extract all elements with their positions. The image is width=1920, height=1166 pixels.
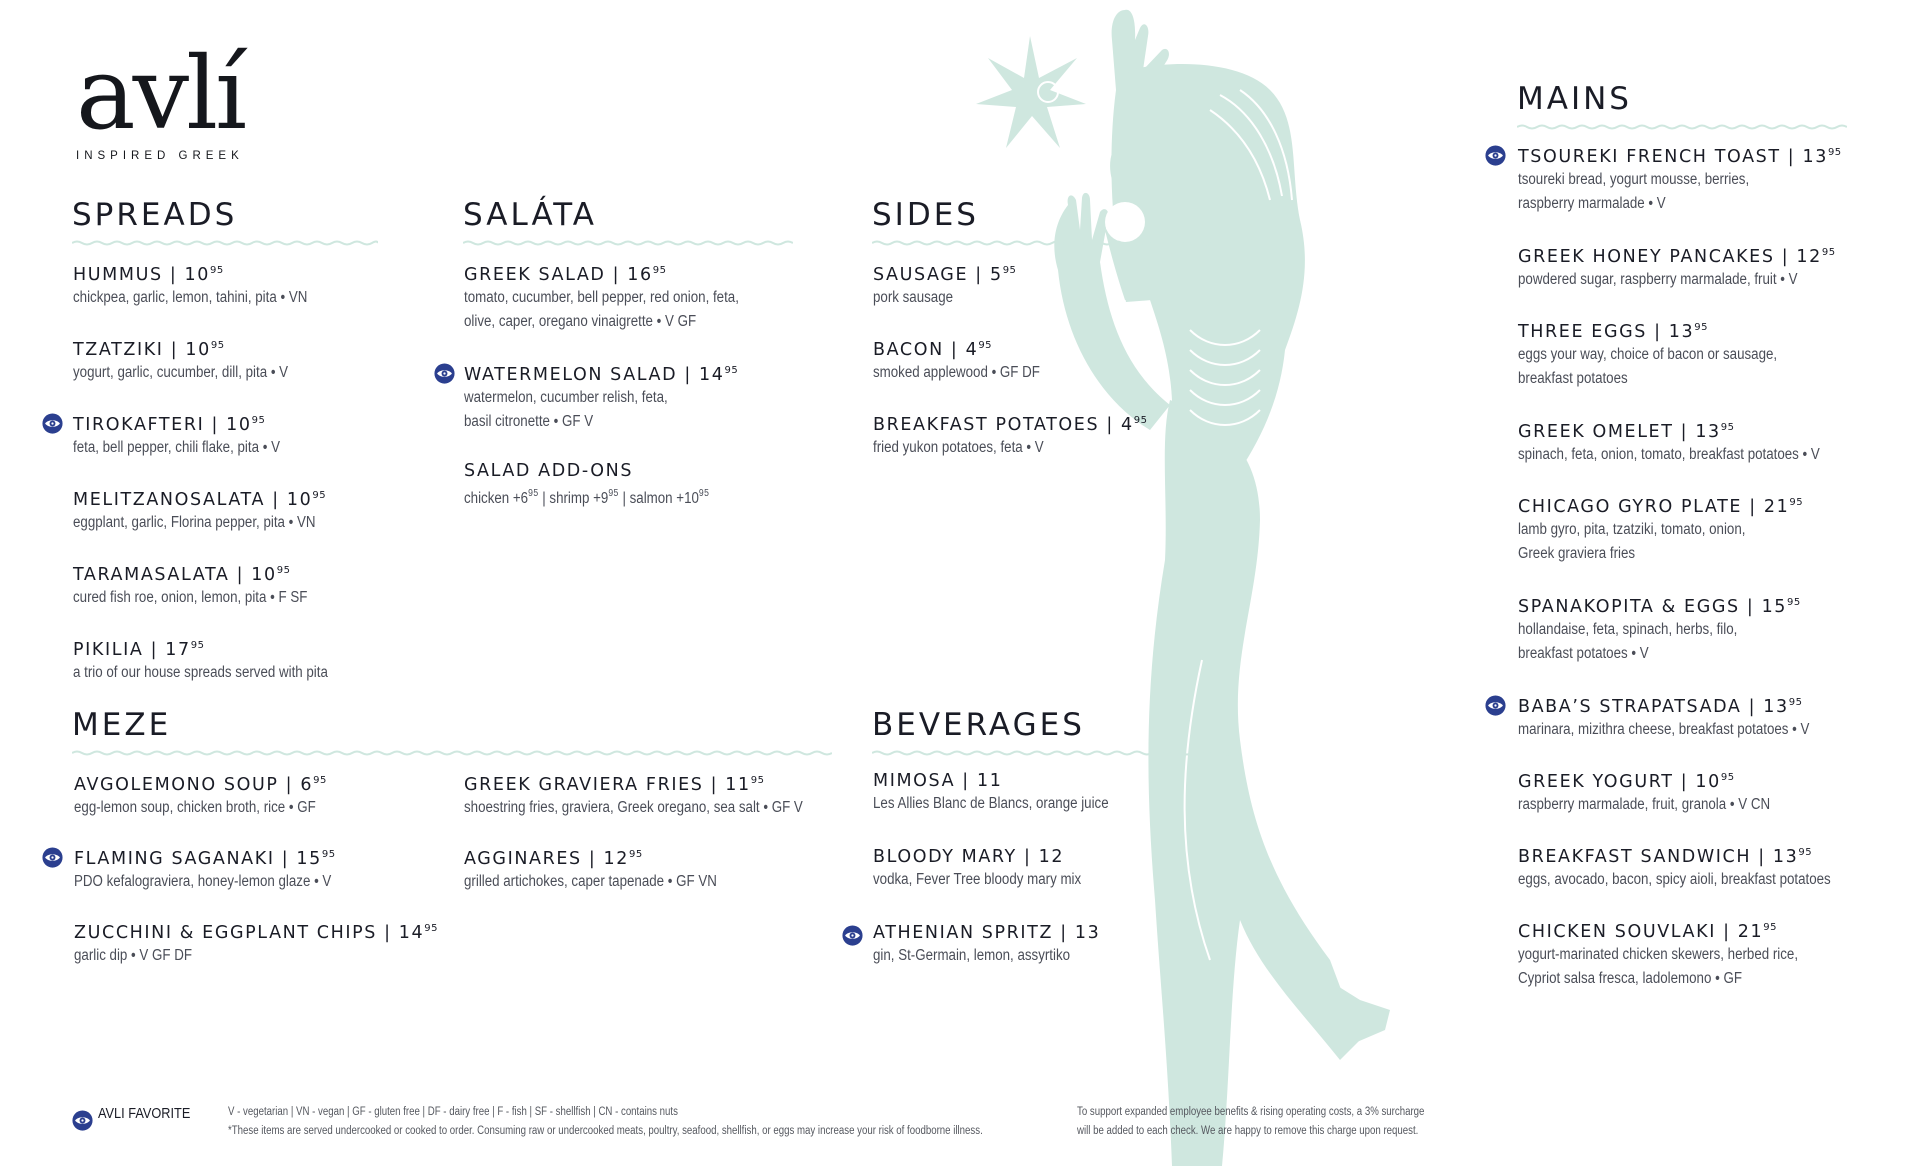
item-price-cents: 95 [276, 565, 291, 576]
item-price-cents: 95 [1720, 772, 1735, 783]
menu-item-greek-salad [464, 260, 784, 334]
menu-item-avgolemono-soup [74, 770, 355, 820]
item-name: FLAMING SAGANAKI | 15 [74, 849, 322, 869]
item-description: egg-lemon soup, chicken broth, rice • GF [74, 799, 316, 816]
section-divider [463, 240, 793, 246]
item-price-cents: 95 [424, 923, 439, 934]
item-price-cents: 95 [1789, 497, 1804, 508]
item-price-cents: 95 [1133, 415, 1148, 426]
item-description: hollandaise, feta, spinach, herbs, filo, [1518, 621, 1738, 638]
menu-item-hummus [73, 260, 346, 310]
item-description: feta, bell pepper, chili flake, pita • V [73, 439, 280, 456]
item-price-cents: 95 [1788, 697, 1803, 708]
item-description-line2: raspberry marmalade • V [1518, 195, 1666, 212]
avli-favorite-eye-icon [1485, 695, 1506, 716]
section-divider [872, 240, 1212, 246]
menu-item-sausage [873, 260, 1016, 310]
item-name: GREEK YOGURT | 10 [1518, 772, 1721, 792]
menu-item-greek-honey-pancakes [1518, 242, 1843, 292]
item-name: TIROKAFTERI | 10 [73, 415, 252, 435]
item-description: shoestring fries, graviera, Greek oregano, sea salt • GF V [464, 799, 803, 816]
item-price-cents: 95 [1002, 265, 1017, 276]
item-name: TARAMASALATA | 10 [73, 565, 277, 585]
menu-item-tsoureki-french-toast [1518, 142, 1842, 216]
item-description: raspberry marmalade, fruit, granola • V CN [1518, 796, 1771, 813]
item-name: SPANAKOPITA & EGGS | 15 [1518, 597, 1788, 617]
menu-item-breakfast-sandwich [1518, 842, 1882, 892]
item-name: THREE EGGS | 13 [1518, 322, 1695, 342]
item-description-line2: breakfast potatoes • V [1518, 645, 1649, 662]
item-name: GREEK SALAD | 16 [464, 265, 653, 285]
item-price-cents: 95 [978, 340, 993, 351]
favorite-legend-label: AVLI FAVORITE [98, 1105, 191, 1122]
section-divider [72, 240, 378, 246]
item-price-cents: 95 [724, 365, 739, 376]
menu-item-zucchini-eggplant-chips [74, 918, 438, 968]
item-name: CHICKEN SOUVLAKI | 21 [1518, 922, 1764, 942]
section-title: BEVERAGES [872, 707, 1085, 743]
item-price-cents: 95 [313, 775, 327, 786]
item-name: HUMMUS | 10 [73, 265, 210, 285]
item-description: yogurt, garlic, cucumber, dill, pita • V [73, 364, 289, 381]
item-description: chickpea, garlic, lemon, tahini, pita • VN [73, 289, 308, 306]
avli-favorite-eye-icon [42, 847, 63, 868]
item-name: GREEK HONEY PANCAKES | 12 [1518, 247, 1822, 267]
menu-item-taramasalata [73, 560, 346, 610]
menu-item-greek-yogurt [1518, 767, 1811, 817]
surcharge-note-line1: To support expanded employee benefits & rising operating costs, a 3% surcharge [1077, 1106, 1425, 1118]
item-price-cents: 95 [312, 490, 327, 501]
menu-item-pikilia [73, 635, 369, 685]
item-description-line2: olive, caper, oregano vinaigrette • V GF [464, 313, 697, 330]
section-beverages [872, 708, 1232, 756]
item-description: marinara, mizithra cheese, breakfast potatoes • V [1518, 721, 1810, 738]
item-description: eggs your way, choice of bacon or sausage, [1518, 346, 1778, 363]
item-price-cents: 95 [1720, 422, 1735, 433]
item-price-cents: 95 [1821, 247, 1836, 258]
menu-item-breakfast-potatoes [873, 410, 1147, 460]
item-description-line2: Cypriot salsa fresca, ladolemono • GF [1518, 970, 1742, 987]
brand-tagline: INSPIRED GREEK [76, 150, 244, 162]
section-title: SALÁTA [463, 197, 597, 233]
menu-item-babas-strapatsada [1518, 692, 1857, 742]
section-meze [72, 708, 832, 756]
item-description: pork sausage [873, 289, 954, 306]
item-name: SALAD ADD-ONS [464, 461, 634, 481]
avli-favorite-eye-icon [42, 413, 63, 434]
menu-item-chicken-souvlaki [1518, 917, 1844, 991]
item-price-cents: 95 [1694, 322, 1708, 333]
item-price-cents: 95 [1763, 922, 1777, 933]
section-divider [872, 750, 1232, 756]
item-description-line2: basil citronette • GF V [464, 413, 594, 430]
item-name: BACON | 4 [873, 340, 979, 360]
item-description: garlic dip • V GF DF [74, 947, 193, 964]
item-description: cured fish roe, onion, lemon, pita • F SF [73, 589, 308, 606]
item-name: BABA’S STRAPATSADA | 13 [1518, 697, 1789, 717]
section-title: MEZE [72, 707, 172, 743]
item-description: watermelon, cucumber relish, feta, [464, 389, 668, 406]
section-title: MAINS [1517, 81, 1632, 117]
menu-item-tirokafteri [73, 410, 314, 460]
menu-item-three-eggs [1518, 317, 1819, 391]
item-price-cents: 95 [209, 265, 224, 276]
item-name: BLOODY MARY | 12 [873, 847, 1065, 867]
menu-item-mimosa [873, 770, 1147, 816]
menu-item-melitzanosalata [73, 485, 355, 535]
menu-item-salad-addons [464, 460, 749, 511]
section-salata [463, 198, 793, 246]
section-title: SIDES [872, 197, 979, 233]
item-description: PDO kefalograviera, honey-lemon glaze • V [74, 873, 332, 890]
avli-favorite-eye-icon [1485, 145, 1506, 166]
item-description: tsoureki bread, yogurt mousse, berries, [1518, 171, 1750, 188]
item-price-cents: 95 [251, 415, 266, 426]
item-description-line2: Greek graviera fries [1518, 545, 1636, 562]
item-name: TSOUREKI FRENCH TOAST | 13 [1518, 147, 1828, 167]
item-description: vodka, Fever Tree bloody mary mix [873, 871, 1082, 888]
item-price-cents: 95 [210, 340, 225, 351]
item-description: grilled artichokes, caper tapenade • GF VN [464, 873, 717, 890]
brand-logo [76, 35, 286, 162]
item-description: a trio of our house spreads served with pita [73, 664, 328, 681]
menu-item-tzatziki [73, 335, 323, 385]
item-description: Les Allies Blanc de Blancs, orange juice [873, 795, 1109, 812]
menu-item-watermelon-salad [464, 360, 738, 434]
avli-favorite-eye-icon [72, 1110, 93, 1131]
item-description: spinach, feta, onion, tomato, breakfast potatoes • V [1518, 446, 1820, 463]
item-name: ATHENIAN SPRITZ | 13 [873, 923, 1101, 943]
item-price-cents: 95 [1827, 147, 1842, 158]
item-name: CHICAGO GYRO PLATE | 21 [1518, 497, 1790, 517]
section-spreads [72, 198, 378, 246]
item-name: GREEK GRAVIERA FRIES | 11 [464, 775, 751, 795]
item-price-cents: 95 [1787, 597, 1801, 608]
menu-item-flaming-saganaki [74, 844, 373, 894]
item-name: TZATZIKI | 10 [73, 340, 211, 360]
item-description: smoked applewood • GF DF [873, 364, 1040, 381]
item-name: WATERMELON SALAD | 14 [464, 365, 725, 385]
item-price-cents: 95 [750, 775, 765, 786]
item-description: eggplant, garlic, Florina pepper, pita • VN [73, 514, 316, 531]
menu-item-greek-omelet [1518, 417, 1869, 467]
item-name: GREEK OMELET | 13 [1518, 422, 1721, 442]
item-description-line2: breakfast potatoes [1518, 370, 1628, 387]
item-name: ZUCCHINI & EGGPLANT CHIPS | 14 [74, 923, 425, 943]
item-name: AGGINARES | 12 [464, 849, 630, 869]
food-safety-disclaimer: *These items are served undercooked or cooked to order. Consuming raw or undercooked meats, poultry, seafood, shellfish, or eggs may increase your risk of foodborne illness. [228, 1125, 983, 1137]
item-description: gin, St-Germain, lemon, assyrtiko [873, 947, 1071, 964]
avli-favorite-eye-icon [842, 925, 863, 946]
item-name: PIKILIA | 17 [73, 640, 191, 660]
avli-favorite-eye-icon [434, 363, 455, 384]
dietary-legend: V - vegetarian | VN - vegan | GF - gluten free | DF - dairy free | F - fish | SF - shellfish | CN - contains nuts [228, 1106, 678, 1118]
item-price-cents: 95 [190, 640, 205, 651]
section-mains [1517, 82, 1847, 130]
item-name: BREAKFAST SANDWICH | 13 [1518, 847, 1799, 867]
item-price-cents: 95 [1798, 847, 1813, 858]
item-description: lamb gyro, pita, tzatziki, tomato, onion, [1518, 521, 1746, 538]
menu-item-greek-graviera-fries [464, 770, 858, 820]
menu-item-agginares [464, 844, 758, 894]
menu-item-bacon [873, 335, 1067, 385]
item-price-cents: 95 [629, 849, 643, 860]
surcharge-note-line2: will be added to each check. We are happy to remove this charge upon request. [1077, 1125, 1419, 1137]
item-name: SAUSAGE | 5 [873, 265, 1003, 285]
item-description: fried yukon potatoes, feta • V [873, 439, 1044, 456]
section-divider [1517, 124, 1847, 130]
item-price-cents: 95 [652, 265, 667, 276]
item-description: chicken $+6^{95}$ | shrimp $+9^{95}$ | salmon $+10^{95}$ [464, 488, 710, 507]
item-description: tomato, cucumber, bell pepper, red onion, feta, [464, 289, 739, 306]
item-name: BREAKFAST POTATOES | 4 [873, 415, 1134, 435]
menu-item-chicago-gyro-plate [1518, 492, 1803, 566]
menu-item-bloody-mary [873, 846, 1115, 892]
section-sides [872, 198, 1212, 246]
section-title: SPREADS [72, 197, 238, 233]
item-name: AVGOLEMONO SOUP | 6 [74, 775, 314, 795]
section-divider [72, 750, 832, 756]
menu-item-athenian-spritz [873, 922, 1102, 968]
item-name: MIMOSA | 11 [873, 771, 1003, 791]
item-description: yogurt-marinated chicken skewers, herbed rice, [1518, 946, 1799, 963]
brand-name: avlí [76, 35, 245, 152]
item-price-cents: 95 [321, 849, 336, 860]
item-description: powdered sugar, raspberry marmalade, fruit • V [1518, 271, 1798, 288]
item-name: MELITZANOSALATA | 10 [73, 490, 313, 510]
menu-item-spanakopita-eggs [1518, 592, 1801, 666]
item-description: eggs, avocado, bacon, spicy aioli, breakfast potatoes [1518, 871, 1831, 888]
